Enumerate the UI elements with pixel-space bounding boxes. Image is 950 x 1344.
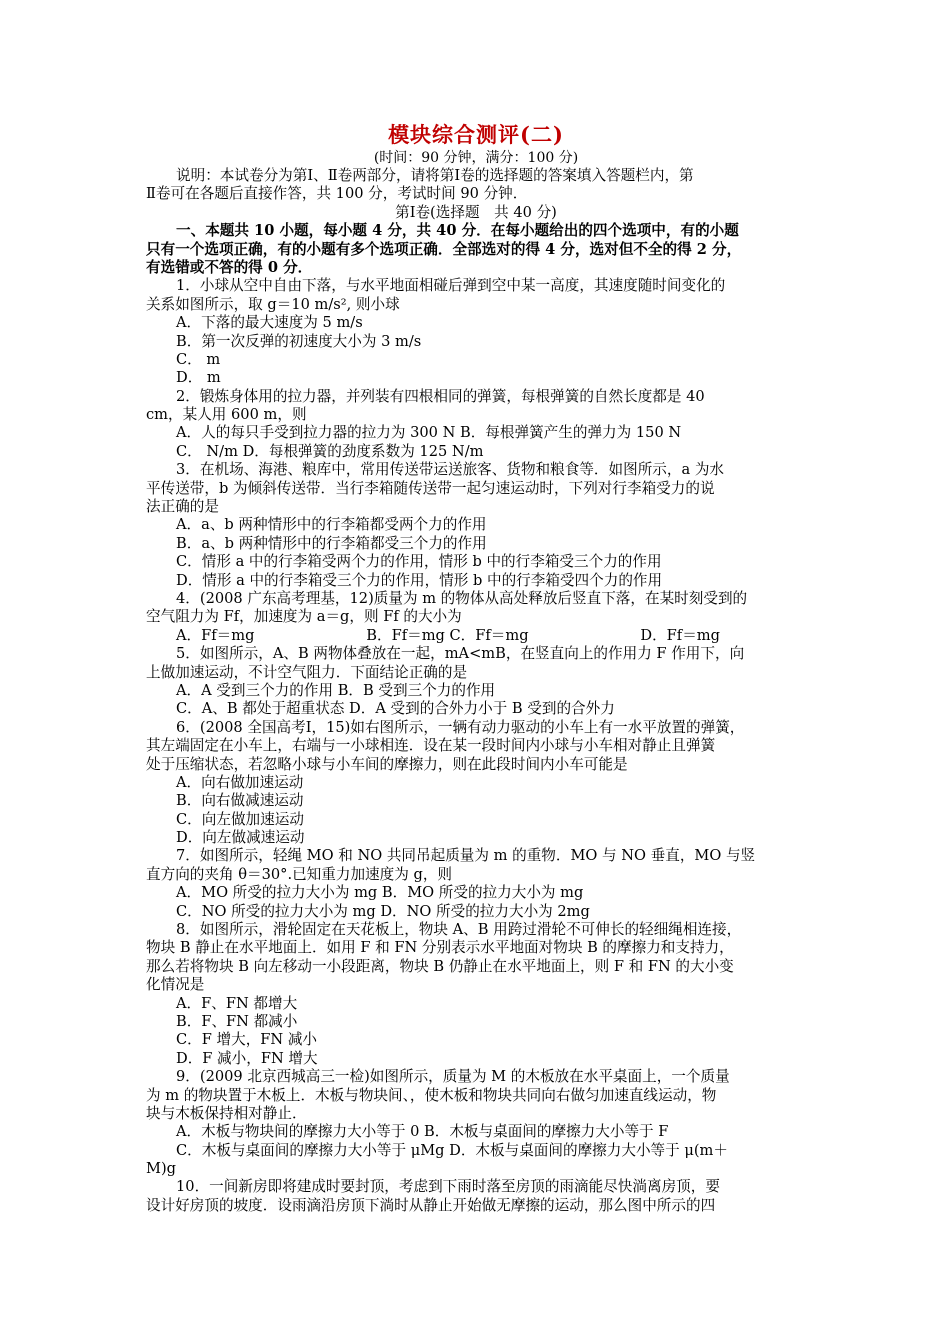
question-10-stem: 设计好房顶的坡度．设雨滴沿房顶下淌时从静止开始做无摩擦的运动，那么图中所示的四 (146, 1196, 716, 1214)
time-info: (时间：90 分钟，满分：100 分) (373, 150, 579, 166)
question-8-stem: 物块 B 静止在水平地面上．如用 F 和 FN 分别表示水平地面对物块 B 的摩擦力和支持力， (146, 939, 734, 957)
question-9-options-cd-continued: M)g (146, 1160, 176, 1178)
question-4-stem: 空气阻力为 Ff，加速度为 a＝g，则 Ff 的大小为 (146, 608, 462, 626)
question-6-option-c: C．向左做加速运动 (176, 810, 304, 828)
question-6-option-d: D．向左做减速运动 (176, 829, 305, 847)
question-8-stem: 化情况是 (146, 976, 205, 994)
question-7-options-ab: A．MO 所受的拉力大小为 mg B．MO 所受的拉力大小为 mg (176, 884, 584, 902)
question-6-option-a: A．向右做加速运动 (176, 773, 304, 791)
question-4-option-a: A．Ff＝mg (176, 626, 255, 644)
question-3-option-c: C．情形 a 中的行李箱受两个力的作用，情形 b 中的行李箱受三个力的作用 (176, 553, 662, 571)
question-6-option-b: B．向右做减速运动 (176, 792, 304, 810)
question-3-option-b: B．a、b 两种情形中的行李箱都受三个力的作用 (176, 534, 487, 552)
question-3-stem: 3．在机场、海港、粮库中，常用传送带运送旅客、货物和粮食等．如图所示，a 为水 (176, 461, 725, 479)
instruction-line: 一、本题共 10 小题，每小题 4 分，共 40 分．在每小题给出的四个选项中，有的小题 (176, 222, 739, 240)
question-4-option-d: D．Ff＝mg (640, 626, 720, 644)
question-5-options-cd: C．A、B 都处于超重状态 D．A 受到的合外力小于 B 受到的合外力 (176, 700, 615, 718)
page-title: 模块综合测评(二) (388, 122, 564, 147)
question-9-stem: 为 m 的物块置于木板上．木板与物块间、，使木板和物块共同向右做匀加速直线运动，物 (146, 1086, 717, 1104)
question-10-stem: 10．一间新房即将建成时要封顶，考虑到下雨时落至房顶的雨滴能尽快淌离房顶，要 (176, 1178, 720, 1196)
question-4-stem: 4．(2008 广东高考理基，12)质量为 m 的物体从高处释放后竖直下落，在某时刻受到的 (176, 589, 748, 607)
question-8-option-c: C．F 增大，FN 减小 (176, 1031, 318, 1049)
question-8-option-d: D．F 减小，FN 增大 (176, 1049, 318, 1067)
instruction-line: 有选错或不答的得 0 分． (146, 258, 313, 276)
question-8-option-b: B．F、FN 都减小 (176, 1012, 298, 1030)
question-1-stem: 1．小球从空中自由下落，与水平地面相碰后弹到空中某一高度，其速度随时间变化的 (176, 277, 726, 295)
question-1-option-b: B．第一次反弹的初速度大小为 3 m/s (176, 332, 422, 350)
question-9-options-ab: A．木板与物块间的摩擦力大小等于 0 B．木板与桌面间的摩擦力大小等于 F (176, 1123, 669, 1141)
question-6-stem: 6．(2008 全国高考Ⅰ，15)如右图所示，一辆有动力驱动的小车上有一水平放置的弹簧， (176, 718, 745, 736)
question-6-stem: 其左端固定在小车上，右端与一小球相连．设在某一段时间内小球与小车相对静止且弹簧 (146, 737, 716, 755)
question-2-options-cd: C． N/m D．每根弹簧的劲度系数为 125 N/m (176, 442, 484, 460)
question-8-stem: 那么若将物块 B 向左移动一小段距离，物块 B 仍静止在水平地面上，则 F 和 FN 的大小变 (146, 957, 734, 975)
question-9-options-cd: C．木板与桌面间的摩擦力大小等于 μMg D．木板与桌面间的摩擦力大小等于 μ(m＋ (176, 1141, 728, 1159)
question-9-stem: 块与木板保持相对静止． (146, 1104, 307, 1122)
question-7-options-cd: C．NO 所受的拉力大小为 mg D．NO 所受的拉力大小为 2mg (176, 902, 590, 920)
question-1-option-d: D． m (176, 369, 221, 387)
question-7-stem: 直方向的夹角 θ＝30°.已知重力加速度为 g，则 (146, 865, 453, 883)
question-3-stem: 平传送带，b 为倾斜传送带．当行李箱随传送带一起匀速运动时，下列对行李箱受力的说 (146, 479, 715, 497)
question-4-options-bc: B．Ff＝mg C．Ff＝mg (366, 626, 529, 644)
question-5-stem: 上做加速运动，不计空气阻力．下面结论正确的是 (146, 663, 468, 681)
question-6-stem: 处于压缩状态，若忽略小球与小车间的摩擦力，则在此段时间内小车可能是 (146, 755, 628, 773)
question-8-option-a: A．F、FN 都增大 (176, 994, 298, 1012)
question-1-stem: 关系如图所示，取 g＝10 m/s², 则小球 (146, 295, 400, 313)
question-4-options (146, 627, 806, 645)
instruction-line: 只有一个选项正确，有的小题有多个选项正确．全部选对的得 4 分，选对但不全的得 2 分， (146, 240, 742, 258)
question-7-stem: 7．如图所示，轻绳 MO 和 NO 共同吊起质量为 m 的重物．MO 与 NO 垂直，MO 与竖 (176, 847, 756, 865)
section-title: 第Ⅰ卷(选择题 共 40 分) (395, 203, 557, 221)
question-3-stem: 法正确的是 (146, 498, 219, 516)
question-5-stem: 5．如图所示，A、B 两物体叠放在一起，mA<mB，在竖直向上的作用力 F 作用下，向 (176, 645, 745, 663)
question-3-option-a: A．a、b 两种情形中的行李箱都受两个力的作用 (176, 516, 487, 534)
question-3-option-d: D．情形 a 中的行李箱受三个力的作用，情形 b 中的行李箱受四个力的作用 (176, 571, 663, 589)
question-2-stem: 2．锻炼身体用的拉力器，并列装有四根相同的弹簧，每根弹簧的自然长度都是 40 (176, 387, 705, 405)
question-5-options-ab: A．A 受到三个力的作用 B．B 受到三个力的作用 (176, 681, 496, 699)
exam-page (146, 120, 806, 1215)
question-9-stem: 9．(2009 北京西城高三一检)如图所示，质量为 M 的木板放在水平桌面上，一个质量 (176, 1068, 730, 1086)
question-2-options-ab: A．人的每只手受到拉力器的拉力为 300 N B．每根弹簧产生的弹力为 150 N (176, 424, 682, 442)
exam-note-line: Ⅱ卷可在各题后直接作答，共 100 分，考试时间 90 分钟． (146, 185, 528, 203)
question-2-stem: cm，某人用 600 m，则 (146, 406, 307, 424)
question-8-stem: 8．如图所示，滑轮固定在天花板上，物块 A、B 用跨过滑轮不可伸长的轻细绳相连接， (176, 921, 742, 939)
question-1-option-c: C． m (176, 350, 221, 368)
exam-note-line: 说明：本试卷分为第Ⅰ、Ⅱ卷两部分，请将第Ⅰ卷的选择题的答案填入答题栏内，第 (176, 167, 694, 184)
question-1-option-a: A．下落的最大速度为 5 m/s (176, 314, 363, 332)
